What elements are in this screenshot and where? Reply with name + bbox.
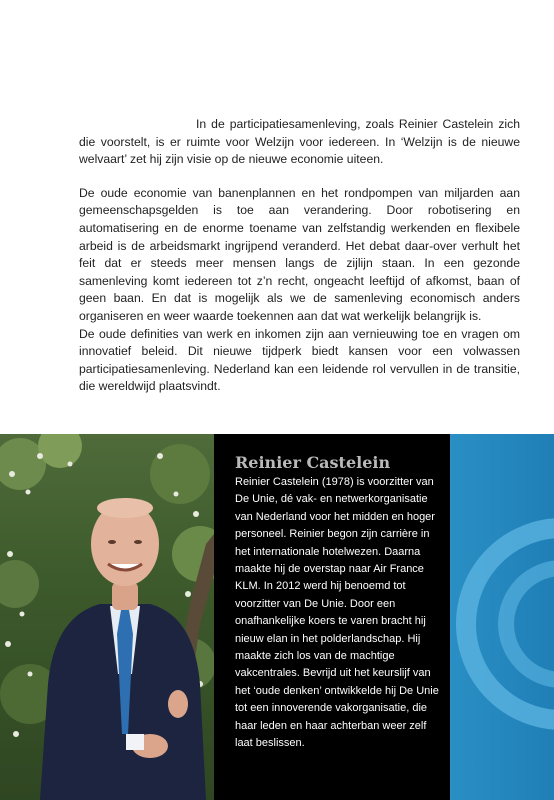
bio-panel — [214, 434, 450, 800]
author-photo-illustration — [0, 434, 214, 800]
author-photo — [0, 434, 214, 800]
article-paragraph: De oude economie van banenplannen en het rondpompen van miljarden aan gemeenschapsgelden is toe aan verandering. Door robotisering en automatisering en de enorme toename van zelfstandig werkenden en flexibele arbeid is de arbeidsmarkt ingrijpend veranderd. Het debat daar-over verhult het feit dat er steeds meer mensen langs de zijlijn staan. In een gezonde samenleving komt iedereen tot z’n recht, ongeacht leeftijd of afkomst, baan of geen baan. En dat is mogelijk als we de samenleving economisch anders organiseren en weer waarde toekennen aan dat wat werkelijk belangrijk is. — [79, 185, 520, 323]
article-text — [79, 116, 520, 396]
bio-text: Reinier Castelein (1978) is voorzitter van De Unie, dé vak- en netwerkorganisatie van Nederland voor het midden en hoger personeel. Reinier begon zijn carrière in het internationale hotelwezen. Daarna maakte hij de overstap naar Air France KLM. In 2012 werd hij benoemd tot voorzitter van De Unie. Door een onafhankelijke koers te varen bracht hij nieuw elan in het polderlandschap. Hij maakte zich los van de machtige vakcentrales. Bevrijd uit het keurslijf van het ‘oude denken’ ontwikkelde hij De Unie tot een innoverende vakorganisatie, die haar leden en haar achterban weer zelf laat beslissen. — [235, 476, 439, 750]
logo-arc-icon — [450, 434, 554, 800]
author-band — [0, 434, 554, 800]
bio-name: Reinier Castelein — [235, 453, 391, 472]
decorative-logo-panel — [450, 434, 554, 800]
article-intro: In de participatiesamenleving, zoals Reinier Castelein zich die voorstelt, is er ruimte voor Welzijn voor iedereen. In ‘Welzijn is de nieuwe welvaart’ zet hij zijn visie op de nieuwe economie uiteen. — [79, 117, 520, 167]
article-paragraph: De oude definities van werk en inkomen zijn aan vernieuwing toe en vragen om innovatief beleid. Dit nieuwe tijdperk biedt kansen voor een volwassen participatiesamenleving. Nederland kan een leidende rol vervullen in de transitie, die wereldwijd plaatsvindt. — [79, 326, 520, 394]
